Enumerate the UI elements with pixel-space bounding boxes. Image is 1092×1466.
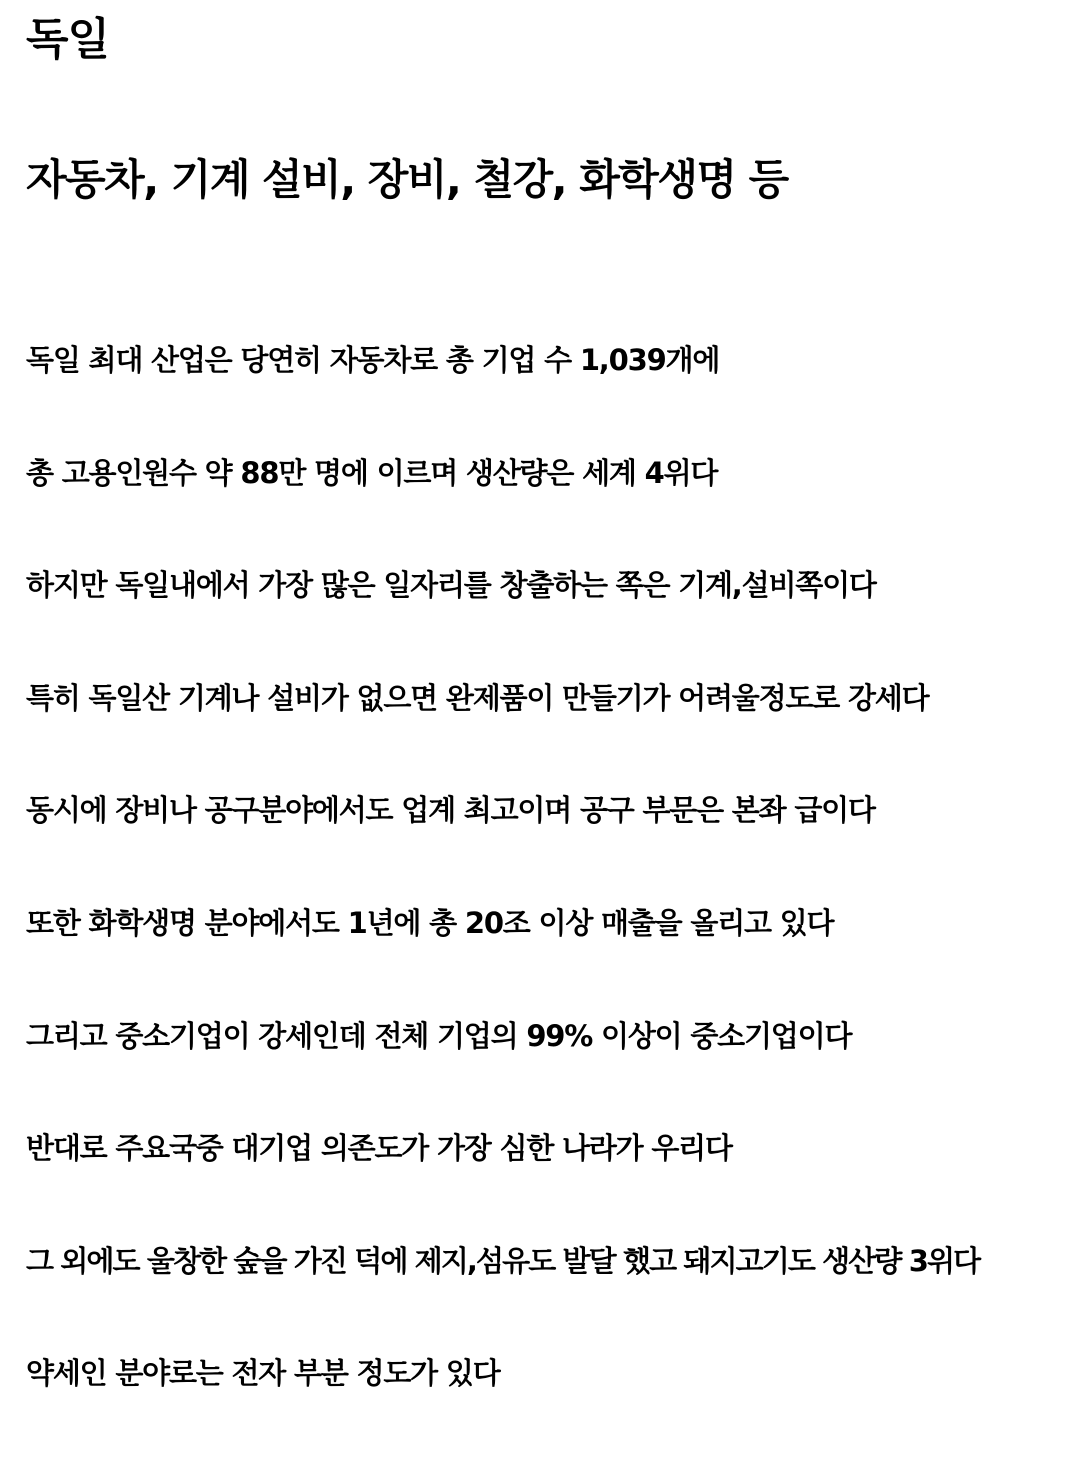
paragraph-line: 특히 독일산 기계나 설비가 없으면 완제품이 만들기가 어려울정도로 강세다: [26, 680, 929, 715]
paragraph-line: 약세인 분야로는 전자 부분 정도가 있다: [26, 1356, 500, 1391]
page-title: 독일: [26, 14, 110, 65]
paragraph-line: 그리고 중소기업이 강세인데 전체 기업의 99% 이상이 중소기업이다: [26, 1018, 852, 1053]
paragraph-line: 독일 최대 산업은 당연히 자동차로 총 기업 수 1,039개에: [26, 343, 720, 377]
paragraph-line: 또한 화학생명 분야에서도 1년에 총 20조 이상 매출을 올리고 있다: [26, 905, 834, 940]
industry-list-heading: 자동차, 기계 설비, 장비, 철강, 화학생명 등: [26, 155, 788, 204]
paragraph-line: 반대로 주요국중 대기업 의존도가 가장 심한 나라가 우리다: [26, 1131, 732, 1166]
paragraph-line: 동시에 장비나 공구분야에서도 업계 최고이며 공구 부문은 본좌 급이다: [26, 793, 875, 828]
paragraph-line: 그 외에도 울창한 숲을 가진 덕에 제지,섬유도 발달 했고 돼지고기도 생산량 3위다: [26, 1243, 980, 1278]
paragraph-list: [26, 340, 979, 1466]
paragraph-line: 총 고용인원수 약 88만 명에 이르며 생산량은 세계 4위다: [26, 455, 718, 490]
paragraph-line: 하지만 독일내에서 가장 많은 일자리를 창출하는 쪽은 기계,설비쪽이다: [26, 568, 876, 603]
